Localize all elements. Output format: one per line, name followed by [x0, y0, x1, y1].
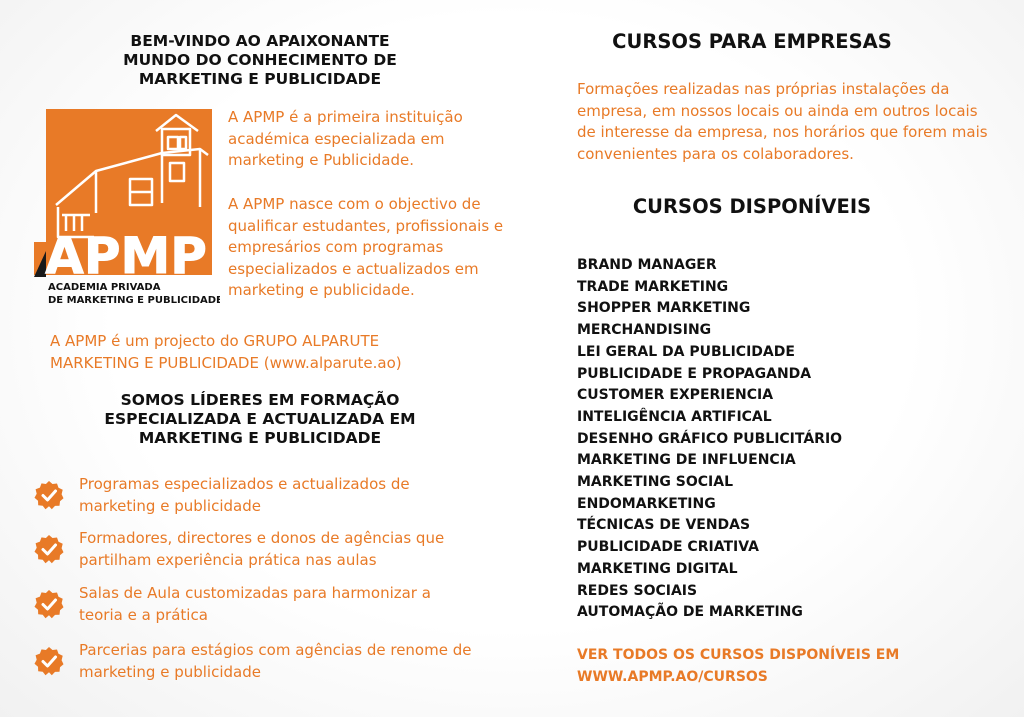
course-item: MARKETING DE INFLUENCIA	[577, 452, 796, 469]
logo-acronym: APMP	[45, 227, 207, 285]
course-item: DESENHO GRÁFICO PUBLICITÁRIO	[577, 430, 843, 447]
welcome-title: BEM-VINDO AO APAIXONANTE MUNDO DO CONHECIMENTO DE MARKETING E PUBLICIDADE	[123, 32, 397, 88]
course-item: INTELIGÊNCIA ARTIFICAL	[577, 408, 772, 425]
check-badge-icon	[34, 480, 64, 510]
leaders-title: SOMOS LÍDERES EM FORMAÇÃO ESPECIALIZADA E ACTUALIZADA EM MARKETING E PUBLICIDADE	[104, 391, 416, 447]
benefit-item	[34, 528, 474, 574]
logo-subtitle-line1: ACADEMIA PRIVADA	[48, 282, 161, 293]
intro-paragraph-1: A APMP é a primeira instituição académica especializada em marketing e Publicidade.	[228, 108, 463, 169]
logo-subtitle-line2: DE MARKETING E PUBLICIDADE	[48, 295, 220, 306]
course-item: MERCHANDISING	[577, 322, 712, 339]
course-item: AUTOMAÇÃO DE MARKETING	[577, 604, 803, 621]
see-all-line1: VER TODOS OS CURSOS DISPONÍVEIS EM	[577, 647, 900, 663]
benefit-item	[34, 640, 474, 686]
benefit-text: Salas de Aula customizadas para harmonizar a teoria e a prática	[79, 584, 431, 624]
course-item: REDES SOCIAIS	[577, 582, 698, 599]
benefit-item	[34, 474, 474, 520]
course-item: PUBLICIDADE E PROPAGANDA	[577, 365, 812, 382]
house-logo-icon	[34, 109, 220, 313]
benefit-text: Parcerias para estágios com agências de renome de marketing e publicidade	[79, 641, 472, 681]
course-item: MARKETING DIGITAL	[577, 560, 738, 577]
companies-courses-title: CURSOS PARA EMPRESAS	[612, 30, 892, 53]
course-item: TRADE MARKETING	[577, 278, 729, 295]
benefit-text: Programas especializados e actualizados de marketing e publicidade	[79, 475, 410, 515]
apmp-logo	[34, 109, 220, 313]
available-courses-title: CURSOS DISPONÍVEIS	[632, 195, 872, 218]
course-item: CUSTOMER EXPERIENCIA	[577, 387, 774, 404]
check-badge-icon	[34, 534, 64, 564]
course-item: ENDOMARKETING	[577, 495, 716, 512]
course-item: TÉCNICAS DE VENDAS	[577, 517, 751, 534]
course-item: SHOPPER MARKETING	[577, 300, 751, 317]
check-badge-icon	[34, 646, 64, 676]
course-item: MARKETING SOCIAL	[577, 474, 734, 491]
see-all-url[interactable]: WWW.APMP.AO/CURSOS	[577, 668, 768, 685]
intro-paragraph-2: A APMP nasce com o objectivo de qualificar estudantes, profissionais e empresários com programas especializados e actualizados em marketing e publicidade.	[228, 195, 504, 299]
benefit-text: Formadores, directores e donos de agências que partilham experiência prática nas aulas	[79, 529, 445, 569]
check-badge-icon	[34, 589, 64, 619]
companies-courses-text: Formações realizadas nas próprias instalações da empresa, em nossos locais ou ainda em outros locais de interesse da empresa, nos horários que forem mais convenientes para os colaboradores.	[577, 80, 988, 163]
project-text: A APMP é um projecto do GRUPO ALPARUTE MARKETING E PUBLICIDADE (www.alparute.ao)	[50, 332, 402, 372]
see-all-courses-link[interactable]	[577, 645, 997, 688]
course-item: LEI GERAL DA PUBLICIDADE	[577, 343, 795, 360]
benefit-item	[34, 583, 474, 629]
course-item: PUBLICIDADE CRIATIVA	[577, 539, 759, 556]
course-list	[577, 255, 977, 624]
course-item: BRAND MANAGER	[577, 257, 717, 273]
